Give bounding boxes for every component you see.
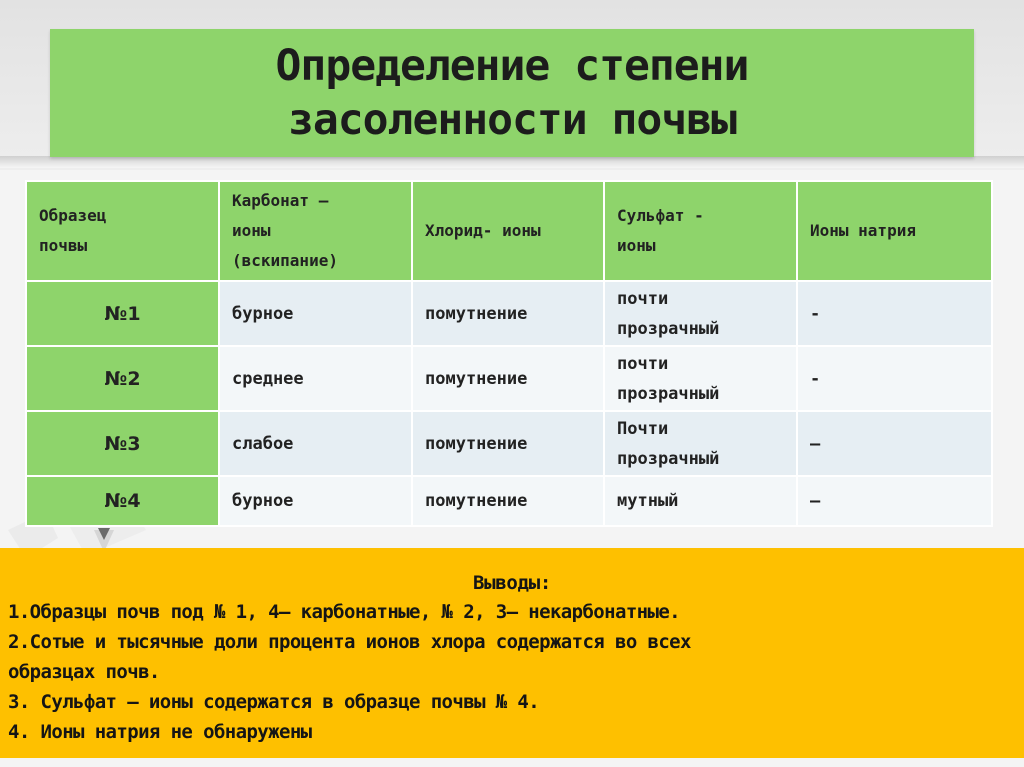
chloride-cell: помутнение bbox=[412, 476, 604, 526]
chloride-cell: помутнение bbox=[412, 281, 604, 346]
sulfate-cell: почти прозрачный bbox=[604, 281, 797, 346]
sample-number: №1 bbox=[26, 281, 219, 346]
conclusion-line: 4. Ионы натрия не обнаружены bbox=[8, 721, 312, 743]
sodium-cell: - bbox=[797, 346, 992, 411]
sodium-cell: - bbox=[797, 281, 992, 346]
header-chloride: Хлорид- ионы bbox=[412, 181, 604, 281]
carbonate-cell: бурное bbox=[219, 476, 412, 526]
table-row bbox=[26, 346, 992, 411]
conclusion-line: 3. Сульфат – ионы содержатся в образце почвы № 4. bbox=[8, 691, 540, 713]
table-row bbox=[26, 476, 992, 526]
header-sulfate: Сульфат - ионы bbox=[604, 181, 797, 281]
header-sodium: Ионы натрия bbox=[797, 181, 992, 281]
table-row bbox=[26, 281, 992, 346]
sample-number: №2 bbox=[26, 346, 219, 411]
sulfate-cell: мутный bbox=[604, 476, 797, 526]
header-sample: Образец почвы bbox=[26, 181, 219, 281]
sulfate-cell: Почти прозрачный bbox=[604, 411, 797, 476]
sodium-cell: – bbox=[797, 476, 992, 526]
conclusions-heading: Выводы: bbox=[473, 572, 551, 594]
chloride-cell: помутнение bbox=[412, 346, 604, 411]
sodium-cell: – bbox=[797, 411, 992, 476]
sample-number: №4 bbox=[26, 476, 219, 526]
carbonate-cell: слабое bbox=[219, 411, 412, 476]
carbonate-cell: бурное bbox=[219, 281, 412, 346]
chloride-cell: помутнение bbox=[412, 411, 604, 476]
header-carbonate: Карбонат – ионы (вскипание) bbox=[219, 181, 412, 281]
title-box bbox=[50, 29, 974, 157]
carbonate-cell: среднее bbox=[219, 346, 412, 411]
conclusion-line: образцах почв. bbox=[8, 661, 160, 683]
conclusion-line: 2.Сотые и тысячные доли процента ионов хлора содержатся во всех bbox=[8, 631, 691, 653]
divider-line bbox=[0, 156, 1024, 168]
conclusions-box bbox=[0, 548, 1024, 758]
table-row bbox=[26, 411, 992, 476]
sample-number: №3 bbox=[26, 411, 219, 476]
title-line-2: засоленности почвы bbox=[288, 95, 736, 145]
title-line-1: Определение степени bbox=[275, 41, 749, 91]
sulfate-cell: почти прозрачный bbox=[604, 346, 797, 411]
conclusion-line: 1.Образцы почв под № 1, 4– карбонатные, № 2, 3– некарбонатные. bbox=[8, 601, 681, 623]
soil-salinity-table bbox=[25, 180, 993, 527]
table-header-row bbox=[26, 181, 992, 281]
